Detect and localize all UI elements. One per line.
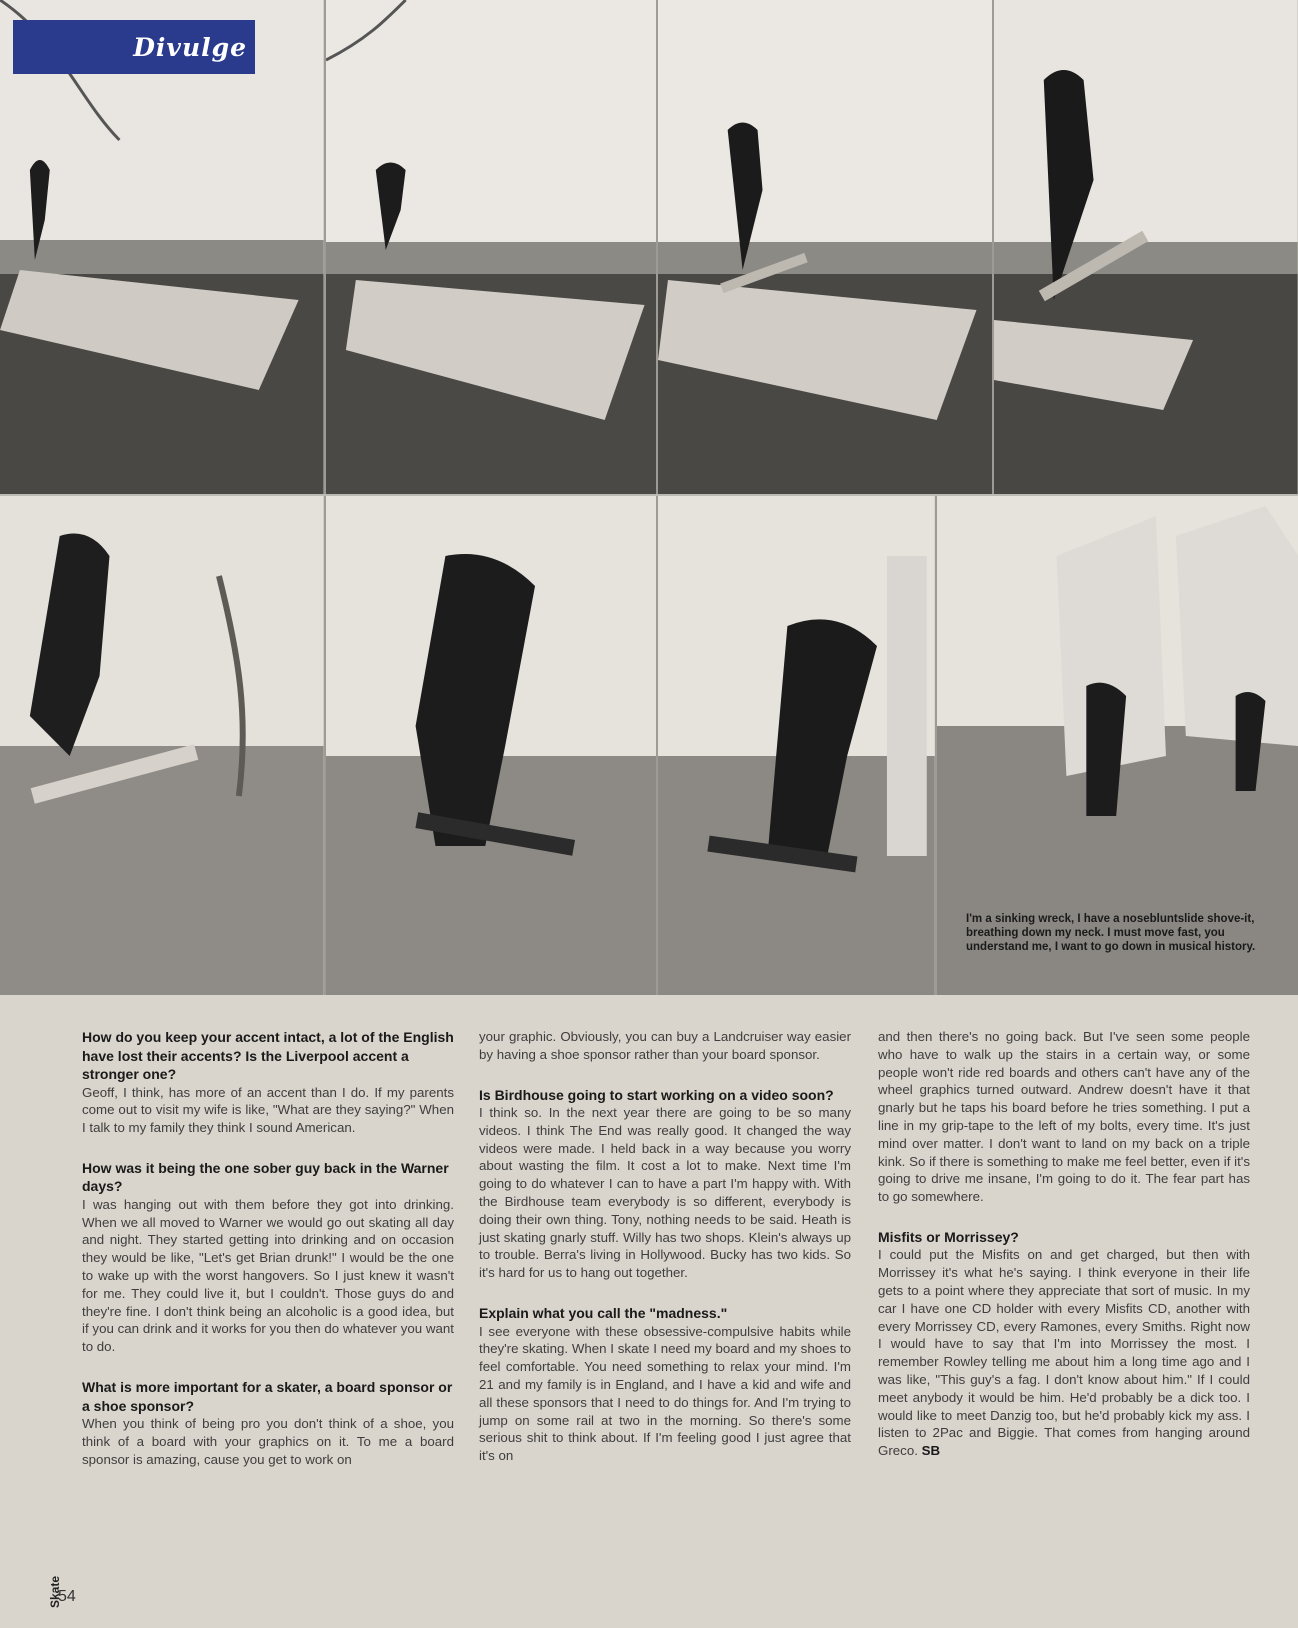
interview-answer: I was hanging out with them before they got into drinking. When we all moved to Warner we would go out skating all day and night. They started getting into drinking and on occasion they would be like, "Let's get Brian drunk!" I would be the one to wake up with the worst hangovers. So I just knew it wasn't for me. They could live it, but I couldn't. Those guys do and they're fine. I don't think being an alcoholic is a good idea, but if you can drink and it works for you then do whatever you want to do.: [82, 1196, 454, 1355]
photo-row-top: [0, 0, 1298, 494]
photo-frame: [658, 0, 994, 494]
section-label: [13, 20, 255, 74]
interview-answer: I could put the Misfits on and get charged, but then with Morrissey it's what he's saying. I think everyone in their life gets to a point where they appreciate that sort of music. In my car I have one CD holder with every Misfits CD, another with every Morrissey CD, every Ramones, every Smiths. Right now I would have to say that I'm into Morrissey the most. I remember Rowley telling me about him a long time ago and I was like, "This guy's a fag. I don't know about him." If I could meet anybody it would be him. He'd probably be a dick too. I would like to meet Danzig too, but he'd probably kick my ass. I listen to 2Pac and Biggie. That comes from hanging around Greco.: [878, 1247, 1250, 1459]
section-label-text: Divulge: [133, 32, 247, 62]
interview-question: Explain what you call the "madness.": [479, 1305, 728, 1322]
interview-question: Misfits or Morrissey?: [878, 1228, 1019, 1245]
interview-question: How was it being the one sober guy back in the Warner days?: [82, 1159, 449, 1195]
end-mark: SB: [921, 1443, 941, 1459]
photo-frame: [994, 0, 1298, 494]
photo-frame: [0, 0, 326, 494]
photo-frame: [0, 496, 326, 995]
interview-answer: I think so. In the next year there are going to be so many videos. I think The End was really good. It changed the way videos were made. I held back in a way because you worry about wasting the film. It cost a lot to make. Next time I'm going to do whatever I can to have a part I'm happy with. With the Birdhouse team everybody is so different, everybody is doing their own thing. Tony, nothing needs to be said. Heath is just skating gnarly stuff. Willy has two shops. Klein's always up to trouble. Berra's living in Hollywood. Bucky has two kids. So it's hard for us to hang out together.: [479, 1105, 851, 1281]
page-number: 54: [58, 1588, 76, 1605]
article-column-3: [878, 1028, 1250, 1460]
interview-question: What is more important for a skater, a board sponsor or a shoe sponsor?: [82, 1379, 453, 1414]
interview-answer: I see everyone with these obsessive-compulsive habits while they're skating. When I skate I need my board and my shoes to feel comfortable. You need something to relax your mind. I'm 21 and my family is in England, and I have a kid and wife and all these sponsors that I need to do things for. And I'm trying to jump on some rail at two in the morning. So there's some serious shit to think about. If I'm feeling good I just agree that it's on: [479, 1323, 851, 1464]
photo-caption: I'm a sinking wreck, I have a nosebluntslide shove-it, breathing down my neck. I must move fast, you understand me, I want to go down in musical history.: [966, 913, 1256, 953]
magazine-logo: Skate: [48, 1575, 62, 1608]
interview-question: How do you keep your accent intact, a lot of the English have lost their accents? Is the Liverpool accent a stronger one?: [82, 1029, 454, 1082]
interview-answer: and then there's no going back. But I've seen some people who have to walk up the stairs in a certain way, or some people won't ride red boards and others can't have any of the wheel graphics turned outward. Andrew doesn't have it that gnarly but he taps his board before he tries something. I put a line in my grip-tape to the left of my bolts, every time. It's just mind over matter. I don't want to land on my back on a triple kink. So if there is something to make me feel better, even if it's going to drive me insane, I'm going to do it. The fear part has to go somewhere.: [878, 1029, 1250, 1205]
interview-answer: When you think of being pro you don't think of a shoe, you think of a board with your graphics on it. To me a board sponsor is amazing, cause you get to work on: [82, 1416, 454, 1467]
interview-question: Is Birdhouse going to start working on a video soon?: [479, 1086, 834, 1103]
photo-frame: [326, 0, 658, 494]
interview-answer-final: [878, 1246, 1250, 1460]
page-folio: [44, 1568, 88, 1608]
interview-answer: your graphic. Obviously, you can buy a Landcruiser way easier by having a shoe sponsor rather than your board sponsor.: [479, 1029, 851, 1062]
article-body: [0, 1028, 1298, 1588]
article-column-1: [82, 1028, 454, 1468]
interview-answer: Geoff, I think, has more of an accent than I do. If my parents come out to visit my wife is like, "What are they saying?" When I talk to my family they think I sound American.: [82, 1084, 454, 1136]
photo-frame: [658, 496, 937, 995]
article-column-2: [479, 1028, 851, 1465]
photo-frame: [326, 496, 658, 995]
